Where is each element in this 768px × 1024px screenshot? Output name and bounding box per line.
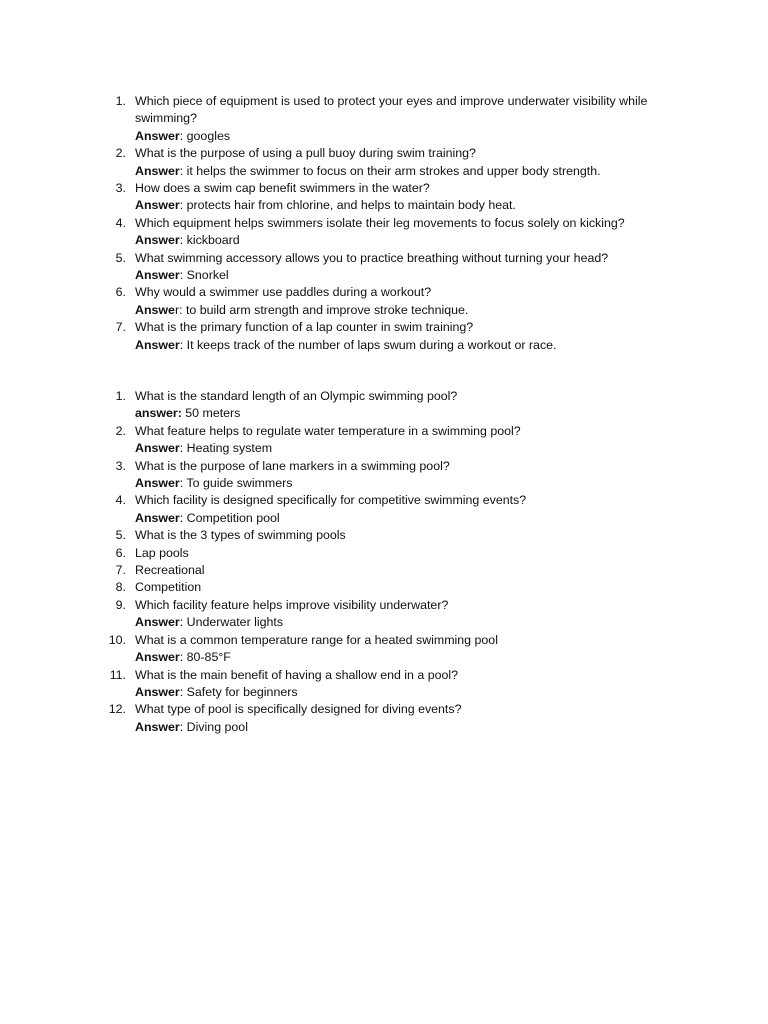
answer-line [135, 337, 672, 354]
answer-text: : 80-85°F [179, 650, 231, 665]
answer-line [135, 405, 672, 422]
question-text: What feature helps to regulate water temperature in a swimming pool? [135, 423, 521, 438]
item-number: 10. [108, 632, 126, 647]
pool-question-list [0, 388, 768, 736]
item-number: 2. [115, 146, 126, 161]
question-text: Which facility is designed specifically for competitive swimming events? [135, 493, 527, 508]
answer-text: 50 meters [181, 406, 241, 421]
answer-label: Answer [135, 684, 180, 699]
answer-label: Answe [135, 302, 175, 317]
answer-text: : Diving pool [179, 719, 248, 734]
answer-line [135, 128, 672, 145]
list-item [0, 423, 768, 458]
answer-text: : To guide swimmers [179, 476, 293, 491]
question-text: What is the purpose of using a pull buoy during swim training? [135, 146, 476, 161]
list-item [0, 701, 768, 736]
answer-text: : Safety for beginners [179, 684, 298, 699]
list-item [0, 527, 768, 544]
list-item [0, 180, 768, 215]
answer-line [135, 302, 672, 319]
question-text: Recreational [135, 563, 205, 578]
answer-label: Answer [135, 128, 180, 143]
answer-line [135, 197, 672, 214]
item-number: 5. [115, 250, 126, 265]
answer-label: Answer [135, 615, 180, 630]
answer-line [135, 649, 672, 666]
item-number: 2. [115, 423, 126, 438]
list-item [0, 545, 768, 562]
item-number: 9. [115, 597, 126, 612]
answer-text: : Heating system [179, 441, 273, 456]
answer-label: Answer [135, 233, 180, 248]
answer-text: : kickboard [179, 233, 240, 248]
item-number: 4. [115, 215, 126, 230]
answer-label: Answer [135, 337, 180, 352]
answer-label: Answer [135, 268, 180, 283]
item-number: 5. [115, 528, 126, 543]
answer-text: : it helps the swimmer to focus on their arm strokes and upper body strength. [179, 163, 601, 178]
equipment-question-list [0, 93, 768, 354]
item-number: 7. [115, 563, 126, 578]
question-text: Which facility feature helps improve visibility underwater? [135, 597, 449, 612]
list-item [0, 284, 768, 319]
answer-label: Answer [135, 163, 180, 178]
question-text: What is the primary function of a lap counter in swim training? [135, 320, 474, 335]
question-text: What type of pool is specifically designed for diving events? [135, 702, 462, 717]
list-item [0, 667, 768, 702]
list-item [0, 215, 768, 250]
list-item [0, 632, 768, 667]
answer-line [135, 475, 672, 492]
question-text: Which equipment helps swimmers isolate their leg movements to focus solely on kicking? [135, 215, 625, 230]
item-number: 6. [115, 285, 126, 300]
answer-text: : protects hair from chlorine, and helps to maintain body heat. [179, 198, 516, 213]
answer-line [135, 440, 672, 457]
item-number: 11. [109, 667, 126, 682]
list-item [0, 458, 768, 493]
answer-text: : Snorkel [179, 268, 229, 283]
question-text: What is the main benefit of having a shallow end in a pool? [135, 667, 459, 682]
list-item [0, 145, 768, 180]
answer-text: : Competition pool [179, 510, 280, 525]
answer-line [135, 267, 672, 284]
list-item [0, 319, 768, 354]
answer-label: Answer [135, 510, 180, 525]
answer-label: Answer [135, 719, 180, 734]
list-item [0, 250, 768, 285]
question-text: Lap pools [135, 545, 189, 560]
answer-label: Answer [135, 198, 180, 213]
item-number: 6. [115, 545, 126, 560]
answer-line [135, 719, 672, 736]
answer-text: : It keeps track of the number of laps swum during a workout or race. [179, 337, 557, 352]
answer-text: : Underwater lights [179, 615, 284, 630]
list-item [0, 579, 768, 596]
answer-line [135, 510, 672, 527]
question-text: What is the purpose of lane markers in a swimming pool? [135, 458, 450, 473]
item-number: 7. [115, 320, 126, 335]
question-text: What is a common temperature range for a heated swimming pool [135, 632, 498, 647]
question-text: Competition [135, 580, 202, 595]
question-text: Which piece of equipment is used to protect your eyes and improve underwater visibility while swimming? [135, 94, 648, 126]
answer-label: Answer [135, 476, 180, 491]
item-number: 1. [115, 94, 126, 108]
answer-line [135, 614, 672, 631]
answer-line [135, 163, 672, 180]
question-text: How does a swim cap benefit swimmers in the water? [135, 181, 430, 196]
answer-text: r: to build arm strength and improve stroke technique. [174, 302, 469, 317]
item-number: 3. [115, 181, 126, 196]
list-item [0, 388, 768, 423]
list-item [0, 93, 768, 145]
answer-label: answer: [135, 406, 182, 421]
answer-line [135, 684, 672, 701]
answer-line [135, 232, 672, 249]
answer-label: Answer [135, 441, 180, 456]
question-text: What is the 3 types of swimming pools [135, 528, 346, 543]
answer-text: : googles [179, 128, 231, 143]
question-text: What is the standard length of an Olympic swimming pool? [135, 389, 458, 403]
list-item [0, 562, 768, 579]
item-number: 12. [108, 702, 126, 717]
item-number: 4. [115, 493, 126, 508]
item-number: 3. [115, 458, 126, 473]
question-text: What swimming accessory allows you to practice breathing without turning your head? [135, 250, 609, 265]
item-number: 8. [115, 580, 126, 595]
list-item [0, 597, 768, 632]
list-item [0, 492, 768, 527]
question-text: Why would a swimmer use paddles during a workout? [135, 285, 432, 300]
item-number: 1. [115, 389, 126, 403]
answer-label: Answer [135, 650, 180, 665]
